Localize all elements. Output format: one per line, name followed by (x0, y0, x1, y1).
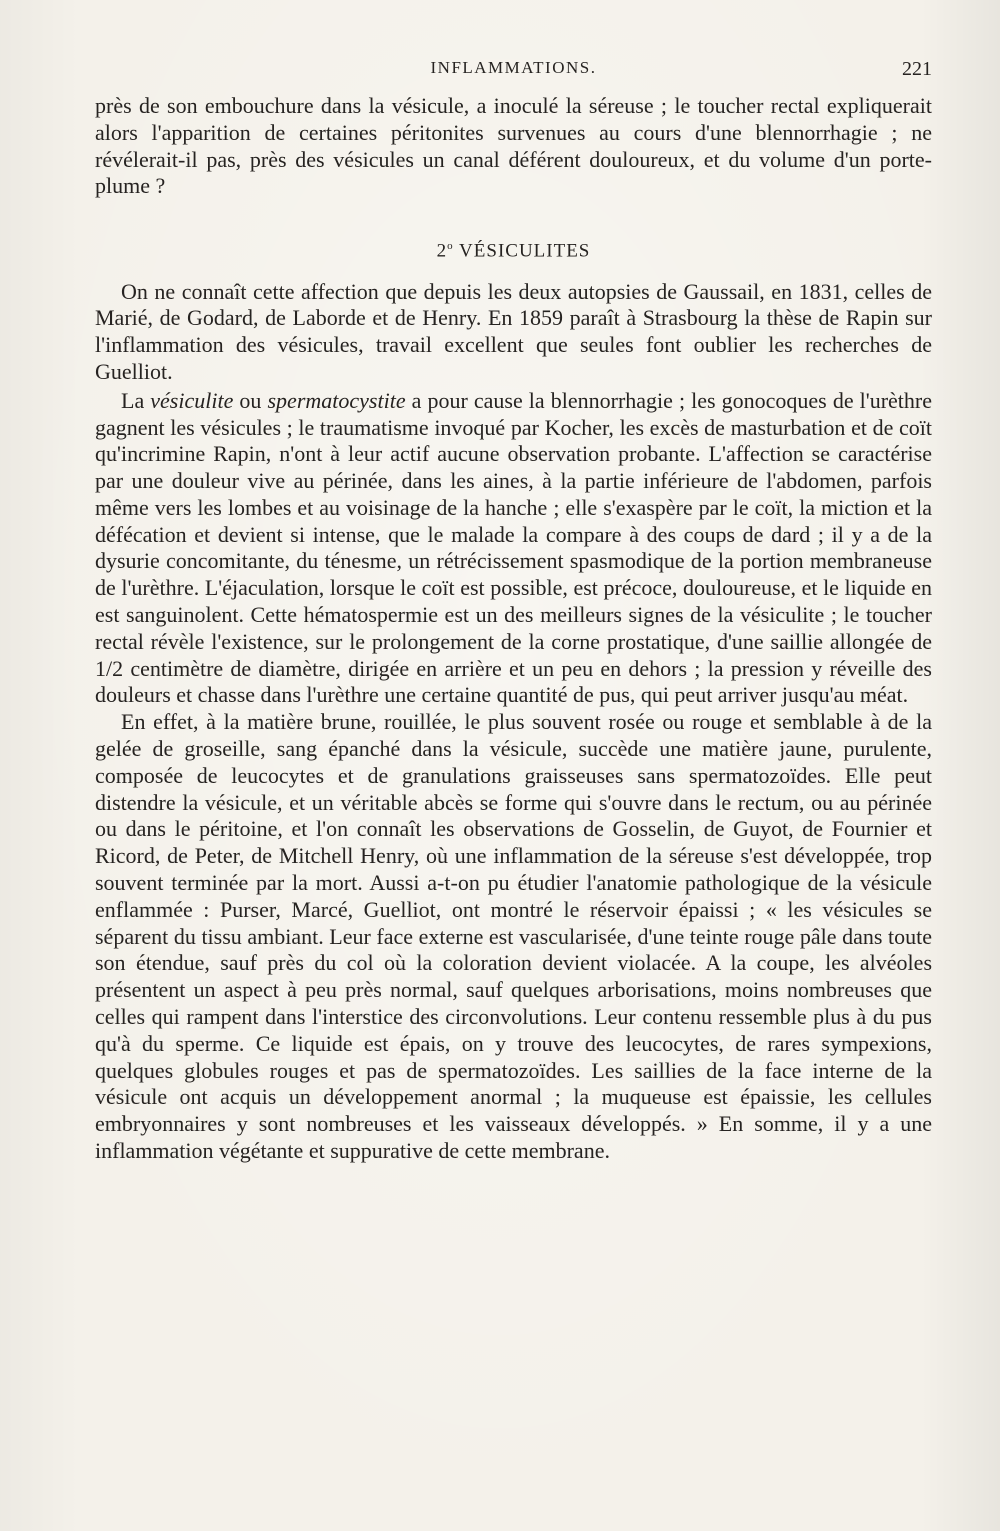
page-number: 221 (902, 58, 932, 80)
paragraph-symptoms-rest: a pour cause la blennorrhagie ; les gonocoques de l'urèthre gagnent les vésicules ; le traumatisme invoqué par Kocher, les excès de masturbation et de coït qu'incrimine Rapin, n'ont à leur actif aucune observation probante. L'affection se caractérise par une douleur vive au périnée, dans les aines, à la partie inférieure de l'abdomen, parfois même vers les lombes et au voisinage de la hanche ; elle s'exaspère par le coït, la miction et la défécation et devient si intense, que le malade la compare à des coups de dard ; il y a de la dysurie concomitante, du ténesme, un rétrécissement spasmodique de la portion membraneuse de l'urèthre. L'éjaculation, lorsque le coït est possible, est précoce, douloureuse, et le liquide en est sanguinolent. Cette hématospermie est un des meilleurs signes de la vésiculite ; le toucher rectal révèle l'existence, sur le prolongement de la corne prostatique, d'une saillie allongée de 1/2 centimètre de diamètre, dirigée en arrière et un peu en dehors ; la pression y réveille des douleurs et chasse dans l'urèthre une certaine quantité de pus, qui peut arriver jusqu'au méat. (95, 387, 933, 708)
section-number-suffix: o (447, 240, 454, 253)
running-head: INFLAMMATIONS. (430, 58, 597, 77)
opening-paragraph: près de son embouchure dans la vésicule, a inoculé la séreuse ; le toucher rectal expliquerait alors l'apparition de certaines péritonites survenues au cours d'une blennorrhagie ; ne révélerait-il pas, près des vésicules un canal déférent douloureux, et du volume d'un porte-plume ? (95, 93, 932, 199)
section-number: 2 (436, 240, 448, 262)
paragraph-symptoms-mid: ou (233, 387, 268, 413)
section-title: VÉSICULITES (459, 240, 591, 262)
paragraph-anatomy: En effet, à la matière brune, rouillée, le plus souvent rosée ou rouge et semblable à de la gelée de groseille, sang épanché dans la vésicule, succède une matière jaune, purulente, composée de leucocytes et de granulations graisseuses sans spermatozoïdes. Elle peut distendre la vésicule, et un véritable abcès se forme qui s'ouvre dans le rectum, ou au périnée ou dans le péritoine, et l'on connaît les observations de Gosselin, de Guyot, de Fournier et Ricord, de Peter, de Mitchell Henry, où une inflammation de la séreuse s'est développée, trop souvent terminée par la mort. Aussi a-t-on pu étudier l'anatomie pathologique de la vésicule enflammée : Purser, Marcé, Guelliot, ont montré le réservoir épaissi ; « les vésicules se séparent du tissu ambiant. Leur face externe est vascularisée, d'une teinte rouge pâle dans toute son étendue, sauf près du col où la coloration devient violacée. A la coupe, les alvéoles présentent un aspect à peu près normal, sauf quelques arborisations, moins nombreuses que celles qui rampent dans l'interstice des circonvolutions. Leur contenu ressemble plus à du pus qu'à du sperme. Ce liquide est épais, on y trouve des leucocytes, de rares sympexions, quelques globules rouges et pas de spermatozoïdes. Les saillies de la face interne de la vésicule ont acquis un développement anormal ; la muqueuse est épaissie, les cellules embryonnaires y sont nombreuses et les vaisseaux développés. » En somme, il y a une inflammation végétante et suppurative de cette membrane. (95, 709, 932, 1164)
paragraph-history: On ne connaît cette affection que depuis les deux autopsies de Gaussail, en 1831, celles de Marié, de Godard, de Laborde et de Henry. En 1859 paraît à Strasbourg la thèse de Rapin sur l'inflammation des vésicules, travail excellent que seules font oublier les recherches de Guelliot. (95, 278, 932, 384)
body-text (95, 93, 932, 1165)
term-spermatocystite: spermatocystite (267, 387, 406, 413)
section-heading (95, 240, 932, 262)
term-vesiculite: vésiculite (150, 387, 234, 413)
page-header (95, 58, 932, 88)
paragraph-symptoms-lead: La (121, 387, 151, 413)
paragraph-symptoms (95, 388, 932, 710)
